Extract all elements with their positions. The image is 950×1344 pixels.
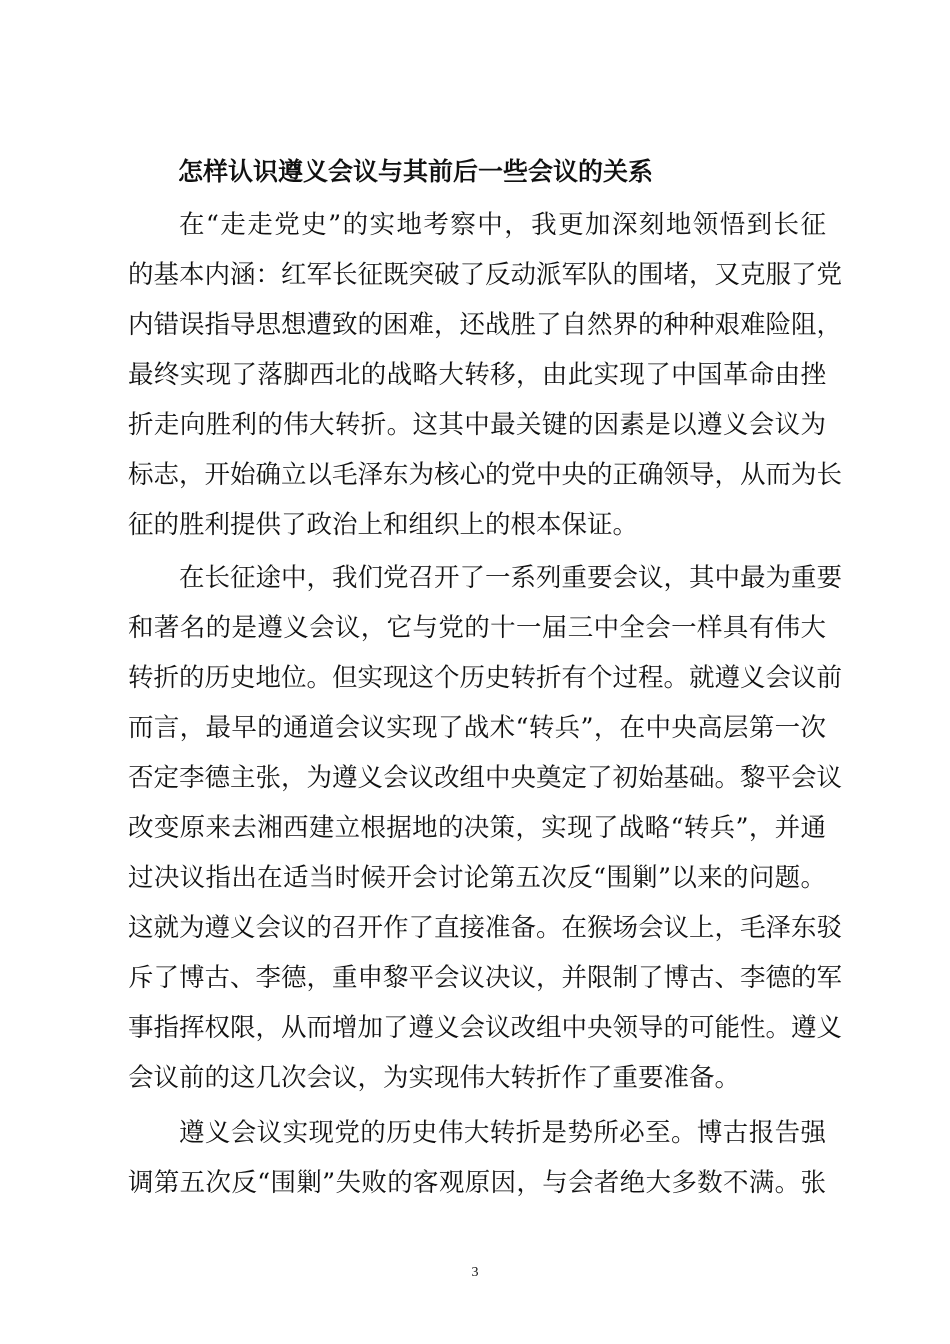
section-title: 怎样认识遵义会议与其前后一些会议的关系 (178, 157, 654, 186)
text-line: 过决议指出在适当时候开会讨论第五次反“围剿”以来的问题。 (128, 863, 826, 893)
text-line: 斥了博古、李德，重申黎平会议决议，并限制了博古、李德的军 (128, 963, 843, 993)
text-line: 折走向胜利的伟大转折。这其中最关键的因素是以遵义会议为 (128, 410, 826, 440)
paragraph-3 (128, 1108, 826, 1208)
text-line: 事指挥权限，从而增加了遵义会议改组中央领导的可能性。遵义 (128, 1013, 843, 1043)
paragraph-2 (128, 553, 843, 1103)
text-line: 和著名的是遵义会议，它与党的十一届三中全会一样具有伟大 (128, 613, 826, 643)
text-line: 这就为遵义会议的召开作了直接准备。在猴场会议上，毛泽东驳 (128, 913, 843, 943)
text-line: 改变原来去湘西建立根据地的决策，实现了战略“转兵”，并通 (128, 813, 826, 843)
text-line: 遵义会议实现党的历史伟大转折是势所必至。博古报告强 (179, 1118, 826, 1148)
text-line: 在“走走党史”的实地考察中，我更加深刻地领悟到长征 (179, 210, 826, 240)
text-line: 而言，最早的通道会议实现了战术“转兵”，在中央高层第一次 (128, 713, 826, 743)
text-line: 会议前的这几次会议，为实现伟大转折作了重要准备。 (128, 1063, 741, 1093)
text-line: 在长征途中，我们党召开了一系列重要会议，其中最为重要 (179, 563, 843, 593)
text-line: 调第五次反“围剿”失败的客观原因，与会者绝大多数不满。张 (128, 1168, 826, 1198)
page-number: 3 (471, 1265, 479, 1280)
paragraph-1 (128, 200, 843, 550)
text-line: 的基本内涵：红军长征既突破了反动派军队的围堵，又克服了党 (128, 260, 843, 290)
text-line: 转折的历史地位。但实现这个历史转折有个过程。就遵义会议前 (128, 663, 843, 693)
text-line: 标志，开始确立以毛泽东为核心的党中央的正确领导，从而为长 (128, 460, 843, 490)
text-line: 征的胜利提供了政治上和组织上的根本保证。 (128, 510, 639, 540)
text-line: 否定李德主张，为遵义会议改组中央奠定了初始基础。黎平会议 (128, 763, 843, 793)
text-line: 内错误指导思想遭致的困难，还战胜了自然界的种种艰难险阻， (128, 310, 843, 340)
text-line: 最终实现了落脚西北的战略大转移，由此实现了中国革命由挫 (128, 360, 826, 390)
